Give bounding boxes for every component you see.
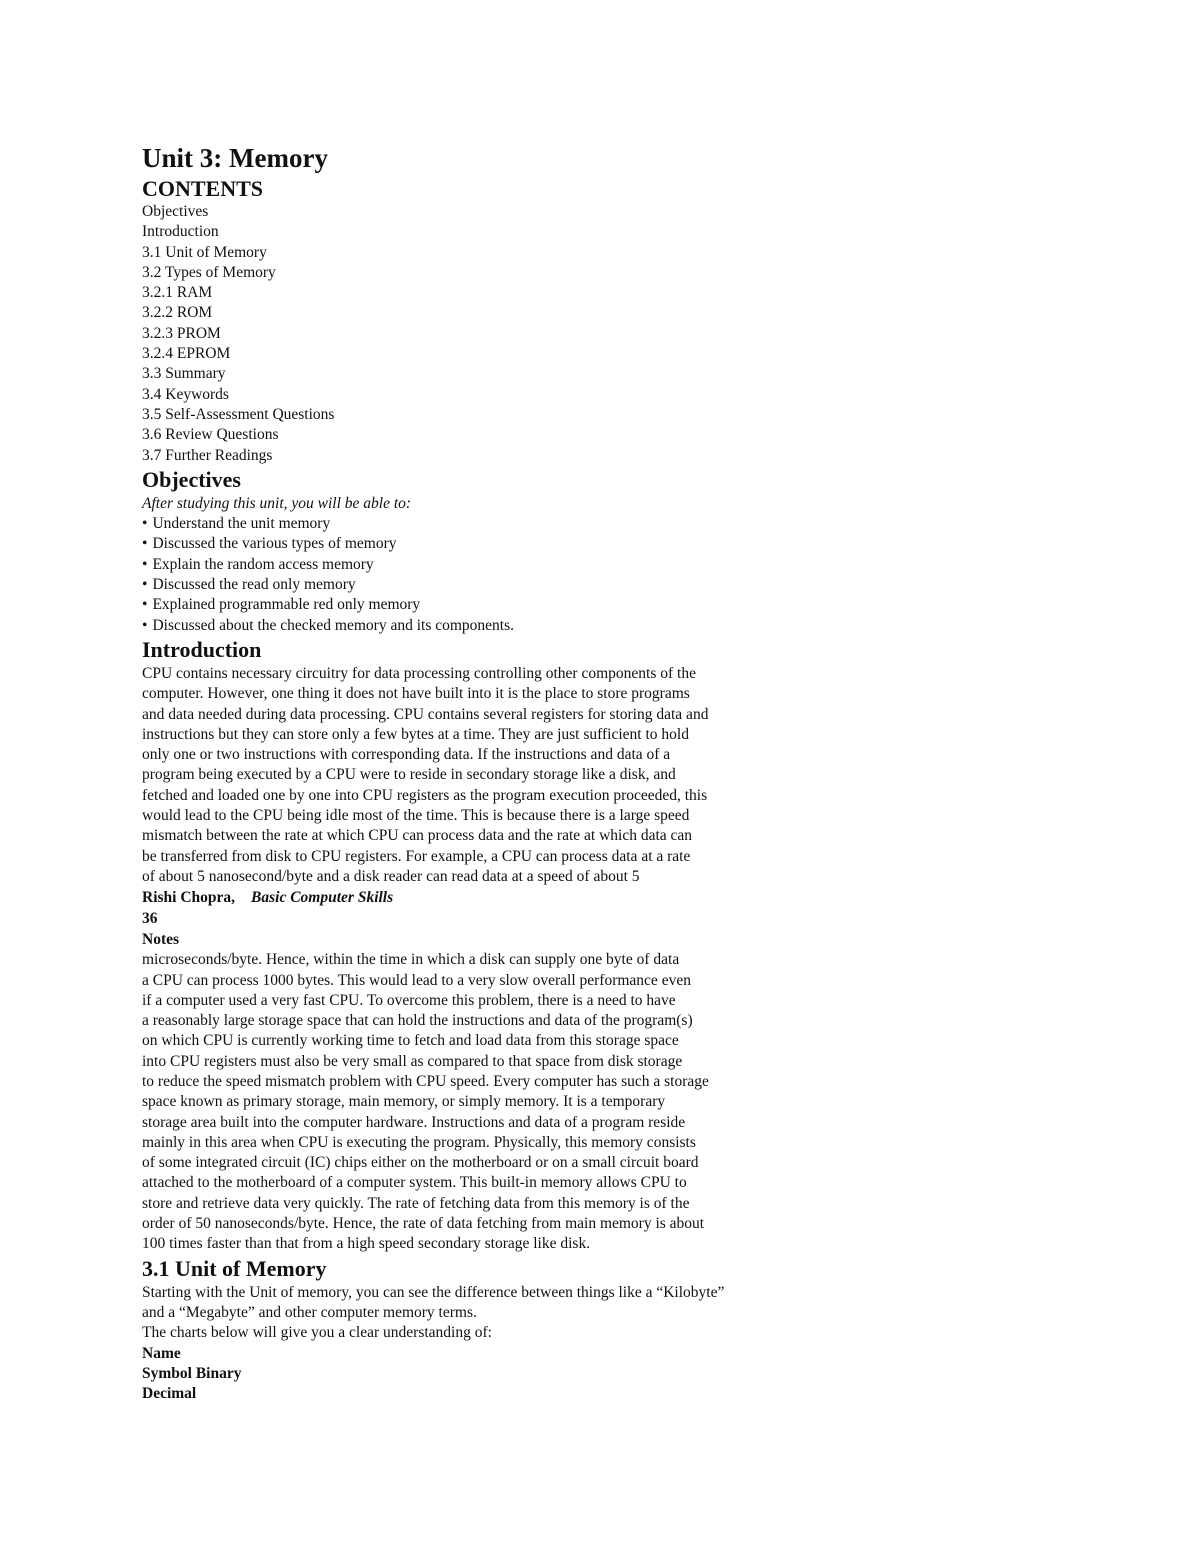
contents-item-types-of-memory: 3.2 Types of Memory: [142, 263, 276, 281]
paragraph-line: if a computer used a very fast CPU. To overcome this problem, there is a need to have: [142, 991, 676, 1009]
paragraph-line: space known as primary storage, main memory, or simply memory. It is a temporary: [142, 1093, 666, 1111]
paragraph-line: storage area built into the computer hardware. Instructions and data of a program reside: [142, 1113, 686, 1131]
contents-list: [142, 202, 842, 466]
paragraph-line: order of 50 nanoseconds/byte. Hence, the rate of data fetching from main memory is about: [142, 1215, 705, 1233]
contents-item-prom: 3.2.3 PROM: [142, 324, 221, 342]
objective-item: • Discussed the read only memory: [142, 575, 842, 595]
footer-author: Rishi Chopra,: [142, 889, 236, 907]
paragraph-line: microseconds/byte. Hence, within the time in which a disk can supply one byte of data: [142, 951, 680, 969]
paragraph-line: mismatch between the rate at which CPU can process data and the rate at which data can: [142, 827, 693, 845]
introduction-paragraph: [142, 664, 842, 887]
contents-item-eprom: 3.2.4 EPROM: [142, 345, 231, 363]
footer-credit: [142, 887, 842, 908]
paragraph-line: would lead to the CPU being idle most of the time. This is because there is a large speed: [142, 807, 690, 825]
paragraph-line: 100 times faster than that from a high speed secondary storage like disk.: [142, 1235, 591, 1253]
paragraph-line: a reasonably large storage space that can hold the instructions and data of the program(s): [142, 1012, 693, 1030]
contents-item-summary: 3.3 Summary: [142, 365, 226, 383]
unit-of-memory-paragraph: [142, 1283, 842, 1344]
paragraph-line: The charts below will give you a clear understanding of:: [142, 1324, 492, 1342]
contents-item-rom: 3.2.2 ROM: [142, 304, 213, 322]
paragraph-line: fetched and loaded one by one into CPU registers as the program execution proceeded, this: [142, 786, 708, 804]
contents-item-review-questions: 3.6 Review Questions: [142, 426, 279, 444]
paragraph-line: into CPU registers must also be very small as compared to that space from disk storage: [142, 1052, 683, 1070]
memory-table-labels: [142, 1344, 842, 1405]
paragraph-line: attached to the motherboard of a computer system. This built-in memory allows CPU to: [142, 1174, 687, 1192]
paragraph-line: mainly in this area when CPU is executing the program. Physically, this memory consists: [142, 1133, 696, 1151]
objectives-list: [142, 514, 842, 636]
table-label-name: Name: [142, 1344, 181, 1362]
page-content: [142, 140, 842, 1404]
objective-item: • Discussed the various types of memory: [142, 534, 842, 554]
paragraph-line: of about 5 nanosecond/byte and a disk reader can read data at a speed of about 5: [142, 867, 640, 885]
objective-item: • Explained programmable red only memory: [142, 595, 842, 615]
paragraph-line: program being executed by a CPU were to reside in secondary storage like a disk, and: [142, 766, 676, 784]
table-label-decimal: Decimal: [142, 1385, 197, 1403]
paragraph-line: only one or two instructions with corresponding data. If the instructions and data of a: [142, 746, 671, 764]
contents-heading: CONTENTS: [142, 176, 264, 201]
paragraph-line: a CPU can process 1000 bytes. This would lead to a very slow overall performance even: [142, 971, 691, 989]
contents-item-ram: 3.2.1 RAM: [142, 284, 213, 302]
continuation-paragraph: [142, 950, 842, 1254]
paragraph-line: to reduce the speed mismatch problem with CPU speed. Every computer has such a storage: [142, 1072, 709, 1090]
paragraph-line: instructions but they can store only a few bytes at a time. They are just sufficient to hold: [142, 725, 689, 743]
paragraph-line: store and retrieve data very quickly. The rate of fetching data from this memory is of the: [142, 1194, 690, 1212]
paragraph-line: computer. However, one thing it does not have built into it is the place to store programs: [142, 685, 690, 703]
paragraph-line: be transferred from disk to CPU registers. For example, a CPU can process data at a rate: [142, 847, 691, 865]
introduction-heading: Introduction: [142, 636, 262, 662]
notes-label: Notes: [142, 931, 180, 949]
objective-item: • Understand the unit memory: [142, 514, 842, 534]
unit-title: Unit 3: Memory: [142, 143, 328, 173]
contents-item-further-readings: 3.7 Further Readings: [142, 446, 273, 464]
paragraph-line: CPU contains necessary circuitry for data processing controlling other components of the: [142, 664, 696, 682]
footer-book-title: Basic Computer Skills: [251, 889, 394, 907]
contents-item-self-assessment: 3.5 Self-Assessment Questions: [142, 405, 335, 423]
contents-item-introduction: Introduction: [142, 223, 219, 241]
paragraph-line: on which CPU is currently working time to fetch and load data from this storage space: [142, 1032, 679, 1050]
objectives-lead: After studying this unit, you will be able to:: [142, 494, 412, 512]
objectives-heading: Objectives: [142, 466, 241, 492]
page-footer: [142, 887, 842, 950]
table-label-symbol-binary: Symbol Binary: [142, 1364, 242, 1382]
objective-item: • Explain the random access memory: [142, 555, 842, 575]
contents-item-unit-of-memory: 3.1 Unit of Memory: [142, 243, 267, 261]
contents-item-keywords: 3.4 Keywords: [142, 385, 229, 403]
paragraph-line: of some integrated circuit (IC) chips either on the motherboard or on a small circuit board: [142, 1154, 699, 1172]
contents-item-objectives: Objectives: [142, 203, 209, 220]
unit-of-memory-heading: 3.1 Unit of Memory: [142, 1255, 327, 1281]
objective-item: • Discussed about the checked memory and its components.: [142, 616, 842, 636]
paragraph-line: and a “Megabyte” and other computer memory terms.: [142, 1303, 477, 1321]
paragraph-line: Starting with the Unit of memory, you can see the difference between things like a “Kilobyte”: [142, 1283, 725, 1301]
page-number: 36: [142, 910, 158, 928]
paragraph-line: and data needed during data processing. CPU contains several registers for storing data and: [142, 705, 709, 723]
